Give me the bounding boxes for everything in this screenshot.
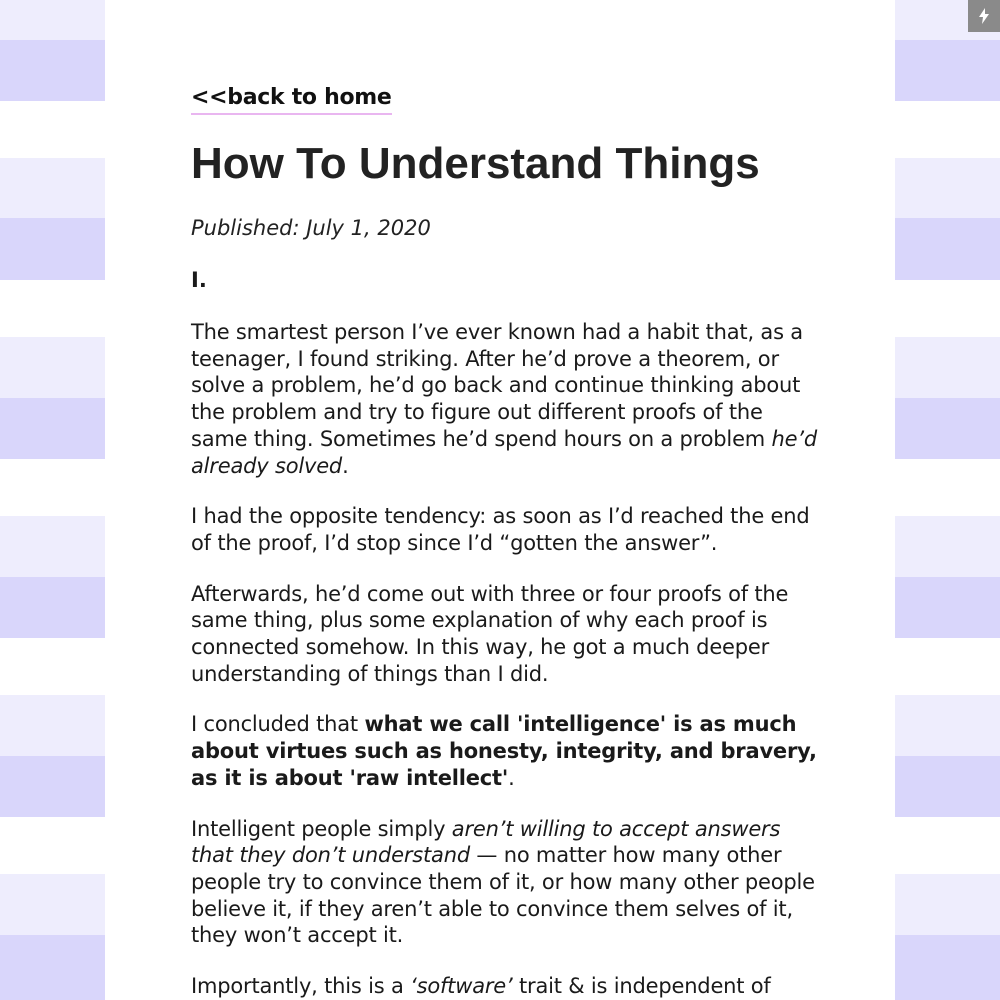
paragraph-text: — no matter how many other people try to convince them of it, or how many other people believe it, if they aren’t able to convince them selves of it, they won’t accept it. [191, 843, 815, 948]
emphasis-text: ‘software’ [410, 974, 513, 999]
paragraph-text: The smartest person I’ve ever known had a habit that, as a teenager, I found striking. After he’d prove a theorem, or solve a problem, he’d go back and continue thinking about the problem and try to figure out different proofs of the same thing. Sometimes he’d spend hours on a problem [191, 320, 803, 451]
emphasis-text: aren’t willing to accept answers that they don’t understand [191, 816, 781, 868]
paragraph [191, 973, 821, 1000]
section-heading: I. [191, 268, 207, 292]
paragraph-text: Intelligent people simply [191, 816, 452, 841]
left-decoration [0, 0, 105, 1000]
bold-text: what we call 'intelligence' is as much about virtues such as honesty, integrity, and bravery, as it is about 'raw intellect' [191, 712, 817, 790]
paragraph [191, 319, 821, 479]
paragraph-text: I concluded that [191, 712, 365, 737]
article [191, 84, 821, 1000]
paragraph [191, 816, 821, 950]
paragraph: I had the opposite tendency: as soon as I’d reached the end of the proof, I’d stop since I’d “gotten the answer”. [191, 504, 810, 555]
published-date: Published: July 1, 2020 [191, 216, 431, 240]
paragraph-text: . [342, 453, 349, 478]
paragraph [191, 711, 821, 791]
paragraph-text: Importantly, this is a [191, 974, 411, 999]
paragraph: Afterwards, he’d come out with three or four proofs of the same thing, plus some explanation of why each proof is connected somehow. In this way, he got a much deeper understanding of things than I did. [191, 581, 789, 686]
lightning-glyph [977, 8, 991, 24]
paragraph-text: trait & is independent of [512, 974, 771, 999]
emphasis-text: he’d already solved [191, 426, 817, 478]
paragraph-text: . [508, 765, 515, 790]
right-decoration [895, 0, 1000, 1000]
page-title: How To Understand Things [191, 139, 760, 188]
lightning-icon[interactable] [968, 0, 1000, 32]
back-to-home-link[interactable]: <<back to home [191, 84, 392, 115]
